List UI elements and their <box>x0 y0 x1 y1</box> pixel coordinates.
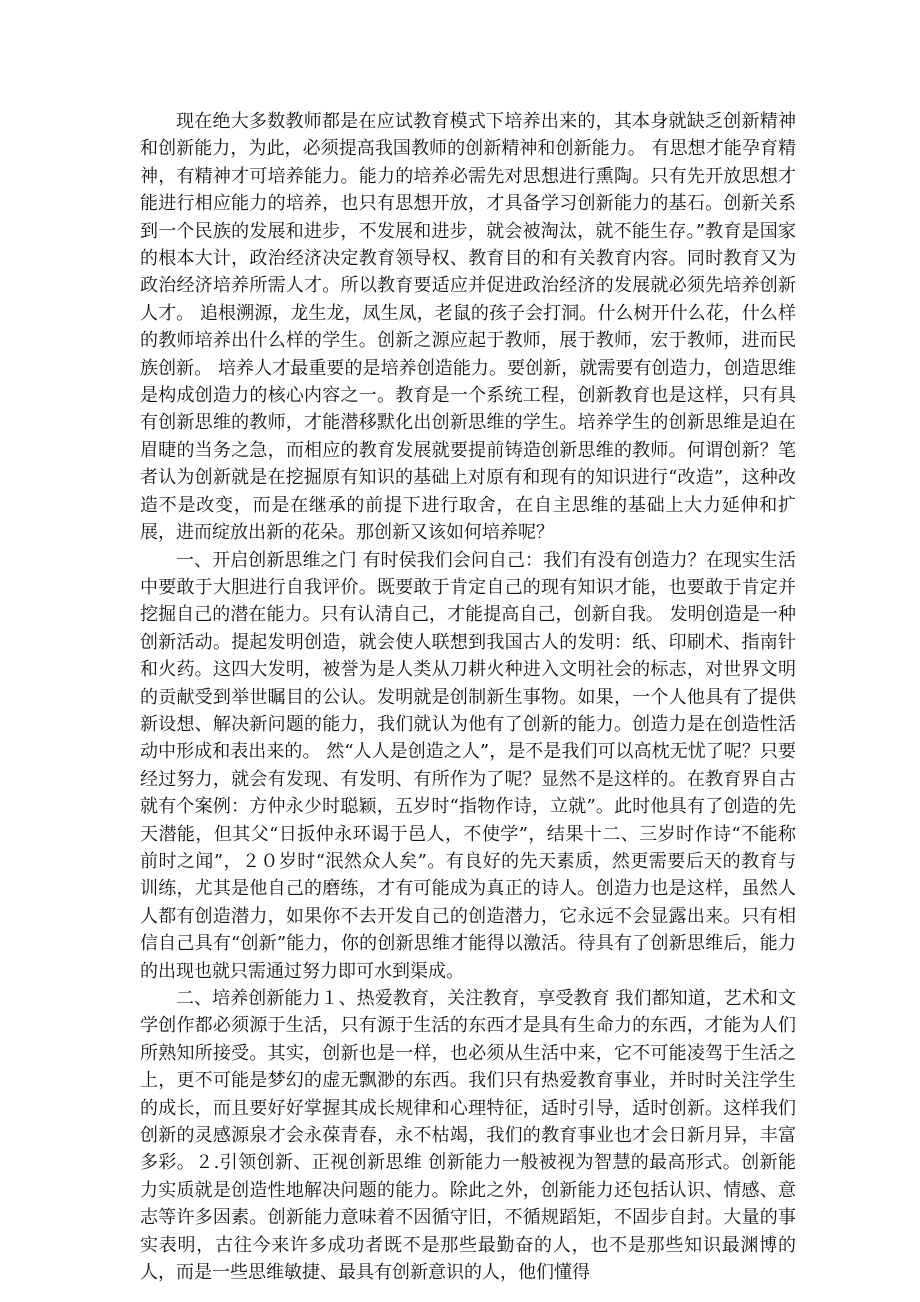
document-body <box>140 108 796 1286</box>
paragraph-intro: 现在绝大多数教师都是在应试教育模式下培养出来的，其本身就缺乏创新精神和创新能力，为此，必须提高我国教师的创新精神和创新能力。 有思想才能孕育精神，有精神才可培养能力。能力的培养必需先对思想进行熏陶。只有先开放思想才能进行相应能力的培养，也只有思想开放，才具备学习创新能力的基石。创新关系到一个民族的发展和进步，不发展和进步，就会被淘汰，就不能生存。”教育是国家的根本大计，政治经济决定教育领导权、教育目的和有关教育内容。同时教育又为政治经济培养所需人才。所以教育要适应并促进政治经济的发展就必须先培养创新人才。 追根溯源，龙生龙，凤生凤，老鼠的孩子会打洞。什么树开什么花，什么样的教师培养出什么样的学生。创新之源应起于教师，展于教师，宏于教师，进而民族创新。 培养人才最重要的是培养创造能力。要创新，就需要有创造力，创造思维是构成创造力的核心内容之一。教育是一个系统工程，创新教育也是这样，只有具有创新思维的教师，才能潜移默化出创新思维的学生。培养学生的创新思维是迫在眉睫的当务之急，而相应的教育发展就要提前铸造创新思维的教师。何谓创新？笔者认为创新就是在挖掘原有知识的基础上对原有和现有的知识进行“改造”，这种改造不是改变，而是在继承的前提下进行取舍，在自主思维的基础上大力延伸和扩展，进而绽放出新的花朵。那创新又该如何培养呢？ <box>140 111 796 544</box>
paragraph-section-one: 一、开启创新思维之门 有时侯我们会问自己：我们有没有创造力？在现实生活中要敢于大胆进行自我评价。既要敢于肯定自己的现有知识才能，也要敢于肯定并挖掘自己的潜在能力。只有认清自己，才能提高自己，创新自我。 发明创造是一种创新活动。提起发明创造，就会使人联想到我国古人的发明：纸、印刷术、指南针和火药。这四大发明，被誉为是人类从刀耕火种进入文明社会的标志，对世界文明的贡献受到举世瞩目的公认。发明就是创制新生事物。如果，一个人他具有了提供新设想、解决新问题的能力，我们就认为他有了创新的能力。创造力是在创造性活动中形成和表出来的。 然“人人是创造之人”，是不是我们可以高枕无忧了呢？只要经过努力，就会有发现、有发明、有所作为了呢？显然不是这样的。在教育界自古就有个案例：方仲永少时聪颖，五岁时“指物作诗，立就”。此时他具有了创造的先天潜能，但其父“日扳仲永环谒于邑人，不使学”，结果十二、三岁时作诗“不能称前时之闻”，２０岁时“泯然众人矣”。有良好的先天素质，然更需要后天的教育与训练，尤其是他自己的磨练，才有可能成为真正的诗人。创造力也是这样，虽然人人都有创造潜力，如果你不去开发自己的创造潜力，它永远不会显露出来。只有相信自己具有“创新”能力，你的创新思维才能得以激活。待具有了创新思维后，能力的出现也就只需通过努力即可水到渠成。 <box>140 549 796 982</box>
paragraph-section-two: 二、培养创新能力１、热爱教育，关注教育，享受教育 我们都知道，艺术和文学创作都必须源于生活，只有源于生活的东西才是具有生命力的东西，才能为人们所熟知所接受。其实，创新也是一样，也必须从生活中来，它不可能凌驾于生活之上，更不可能是梦幻的虚无飘渺的东西。我们只有热爱教育事业，并时时关注学生的成长，而且要好好掌握其成长规律和心理特征，适时引导，适时创新。这样我们创新的灵感源泉才会永葆青春，永不枯竭，我们的教育事业也才会日新月异，丰富多彩。２.引领创新、正视创新思维 创新能力一般被视为智慧的最高形式。创新能力实质就是创造性地解决问题的能力。除此之外，创新能力还包括认识、情感、意志等许多因素。创新能力意味着不因循守旧，不循规蹈矩，不固步自封。大量的事实表明，古往今来许多成功者既不是那些最勤奋的人，也不是那些知识最渊博的人，而是一些思维敏捷、最具有创新意识的人，他们懂得 <box>140 988 796 1284</box>
